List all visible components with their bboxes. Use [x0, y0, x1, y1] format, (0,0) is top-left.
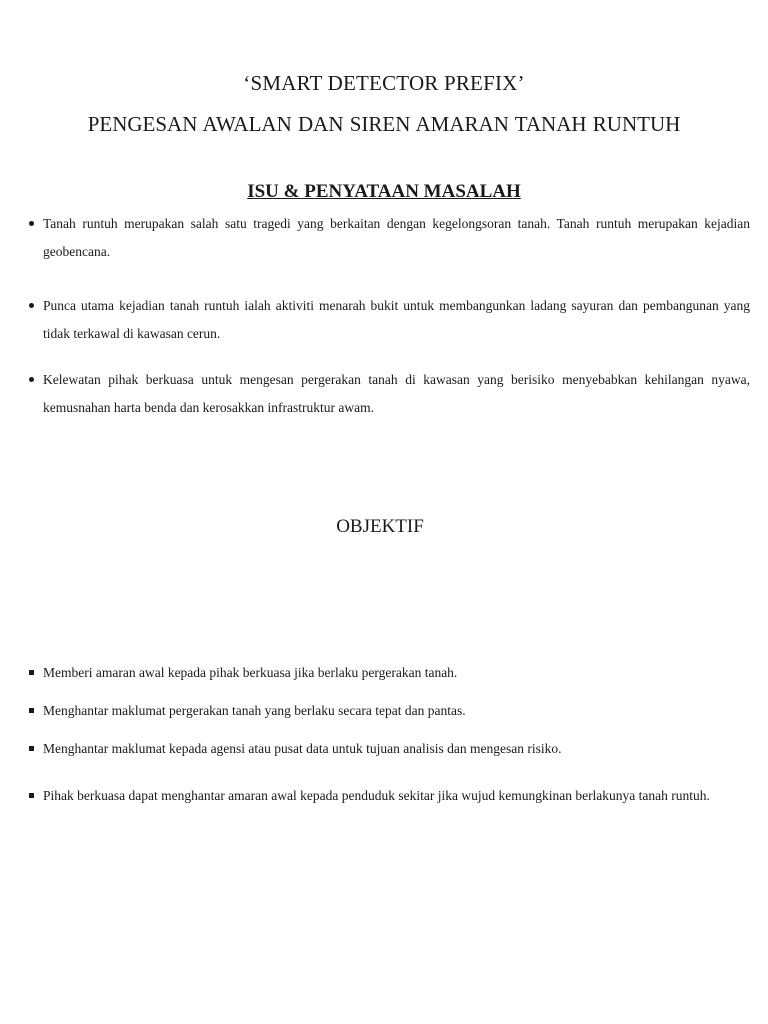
objective-text: Pihak berkuasa dapat menghantar amaran awal kepada penduduk sekitar jika wujud kemungkinan berlakunya tanah runtuh.	[43, 788, 710, 803]
bullet-square-icon	[20, 697, 42, 725]
issue-list-item	[20, 366, 750, 422]
issue-text: Punca utama kejadian tanah runtuh ialah aktiviti menarah bukit untuk membangunkan ladang sayuran dan pembangunan yang tidak terkawal di kawasan cerun.	[43, 298, 750, 341]
bullet-square-icon	[20, 735, 42, 763]
bullet-dot-icon	[20, 210, 42, 238]
bullet-dot-icon	[20, 292, 42, 320]
objective-text: Menghantar maklumat pergerakan tanah yang berlaku secara tepat dan pantas.	[43, 703, 466, 718]
bullet-square-icon	[20, 782, 42, 810]
bullet-dot-icon	[20, 366, 42, 394]
objective-list-item	[20, 697, 750, 725]
objective-text: Menghantar maklumat kepada agensi atau pusat data untuk tujuan analisis dan mengesan risiko.	[43, 741, 562, 756]
issue-text: Tanah runtuh merupakan salah satu tragedi yang berkaitan dengan kegelongsoran tanah. Tanah runtuh merupakan kejadian geobencana.	[43, 216, 750, 259]
objective-list-item	[20, 659, 750, 687]
objectives-heading: OBJEKTIF	[336, 516, 424, 537]
objective-list-item	[20, 782, 750, 810]
issue-list-item	[20, 292, 750, 348]
issues-heading: ISU & PENYATAAN MASALAH	[247, 181, 521, 202]
bullet-square-icon	[20, 659, 42, 687]
document-subtitle: PENGESAN AWALAN DAN SIREN AMARAN TANAH RUNTUH	[87, 112, 681, 136]
issue-list-item	[20, 210, 750, 266]
document-title: ‘SMART DETECTOR PREFIX’	[243, 71, 525, 95]
objective-list-item	[20, 735, 750, 763]
objective-text: Memberi amaran awal kepada pihak berkuasa jika berlaku pergerakan tanah.	[43, 665, 458, 680]
issue-text: Kelewatan pihak berkuasa untuk mengesan pergerakan tanah di kawasan yang berisiko menyebabkan kehilangan nyawa, kemusnahan harta benda dan kerosakkan infrastruktur awam.	[43, 372, 750, 415]
